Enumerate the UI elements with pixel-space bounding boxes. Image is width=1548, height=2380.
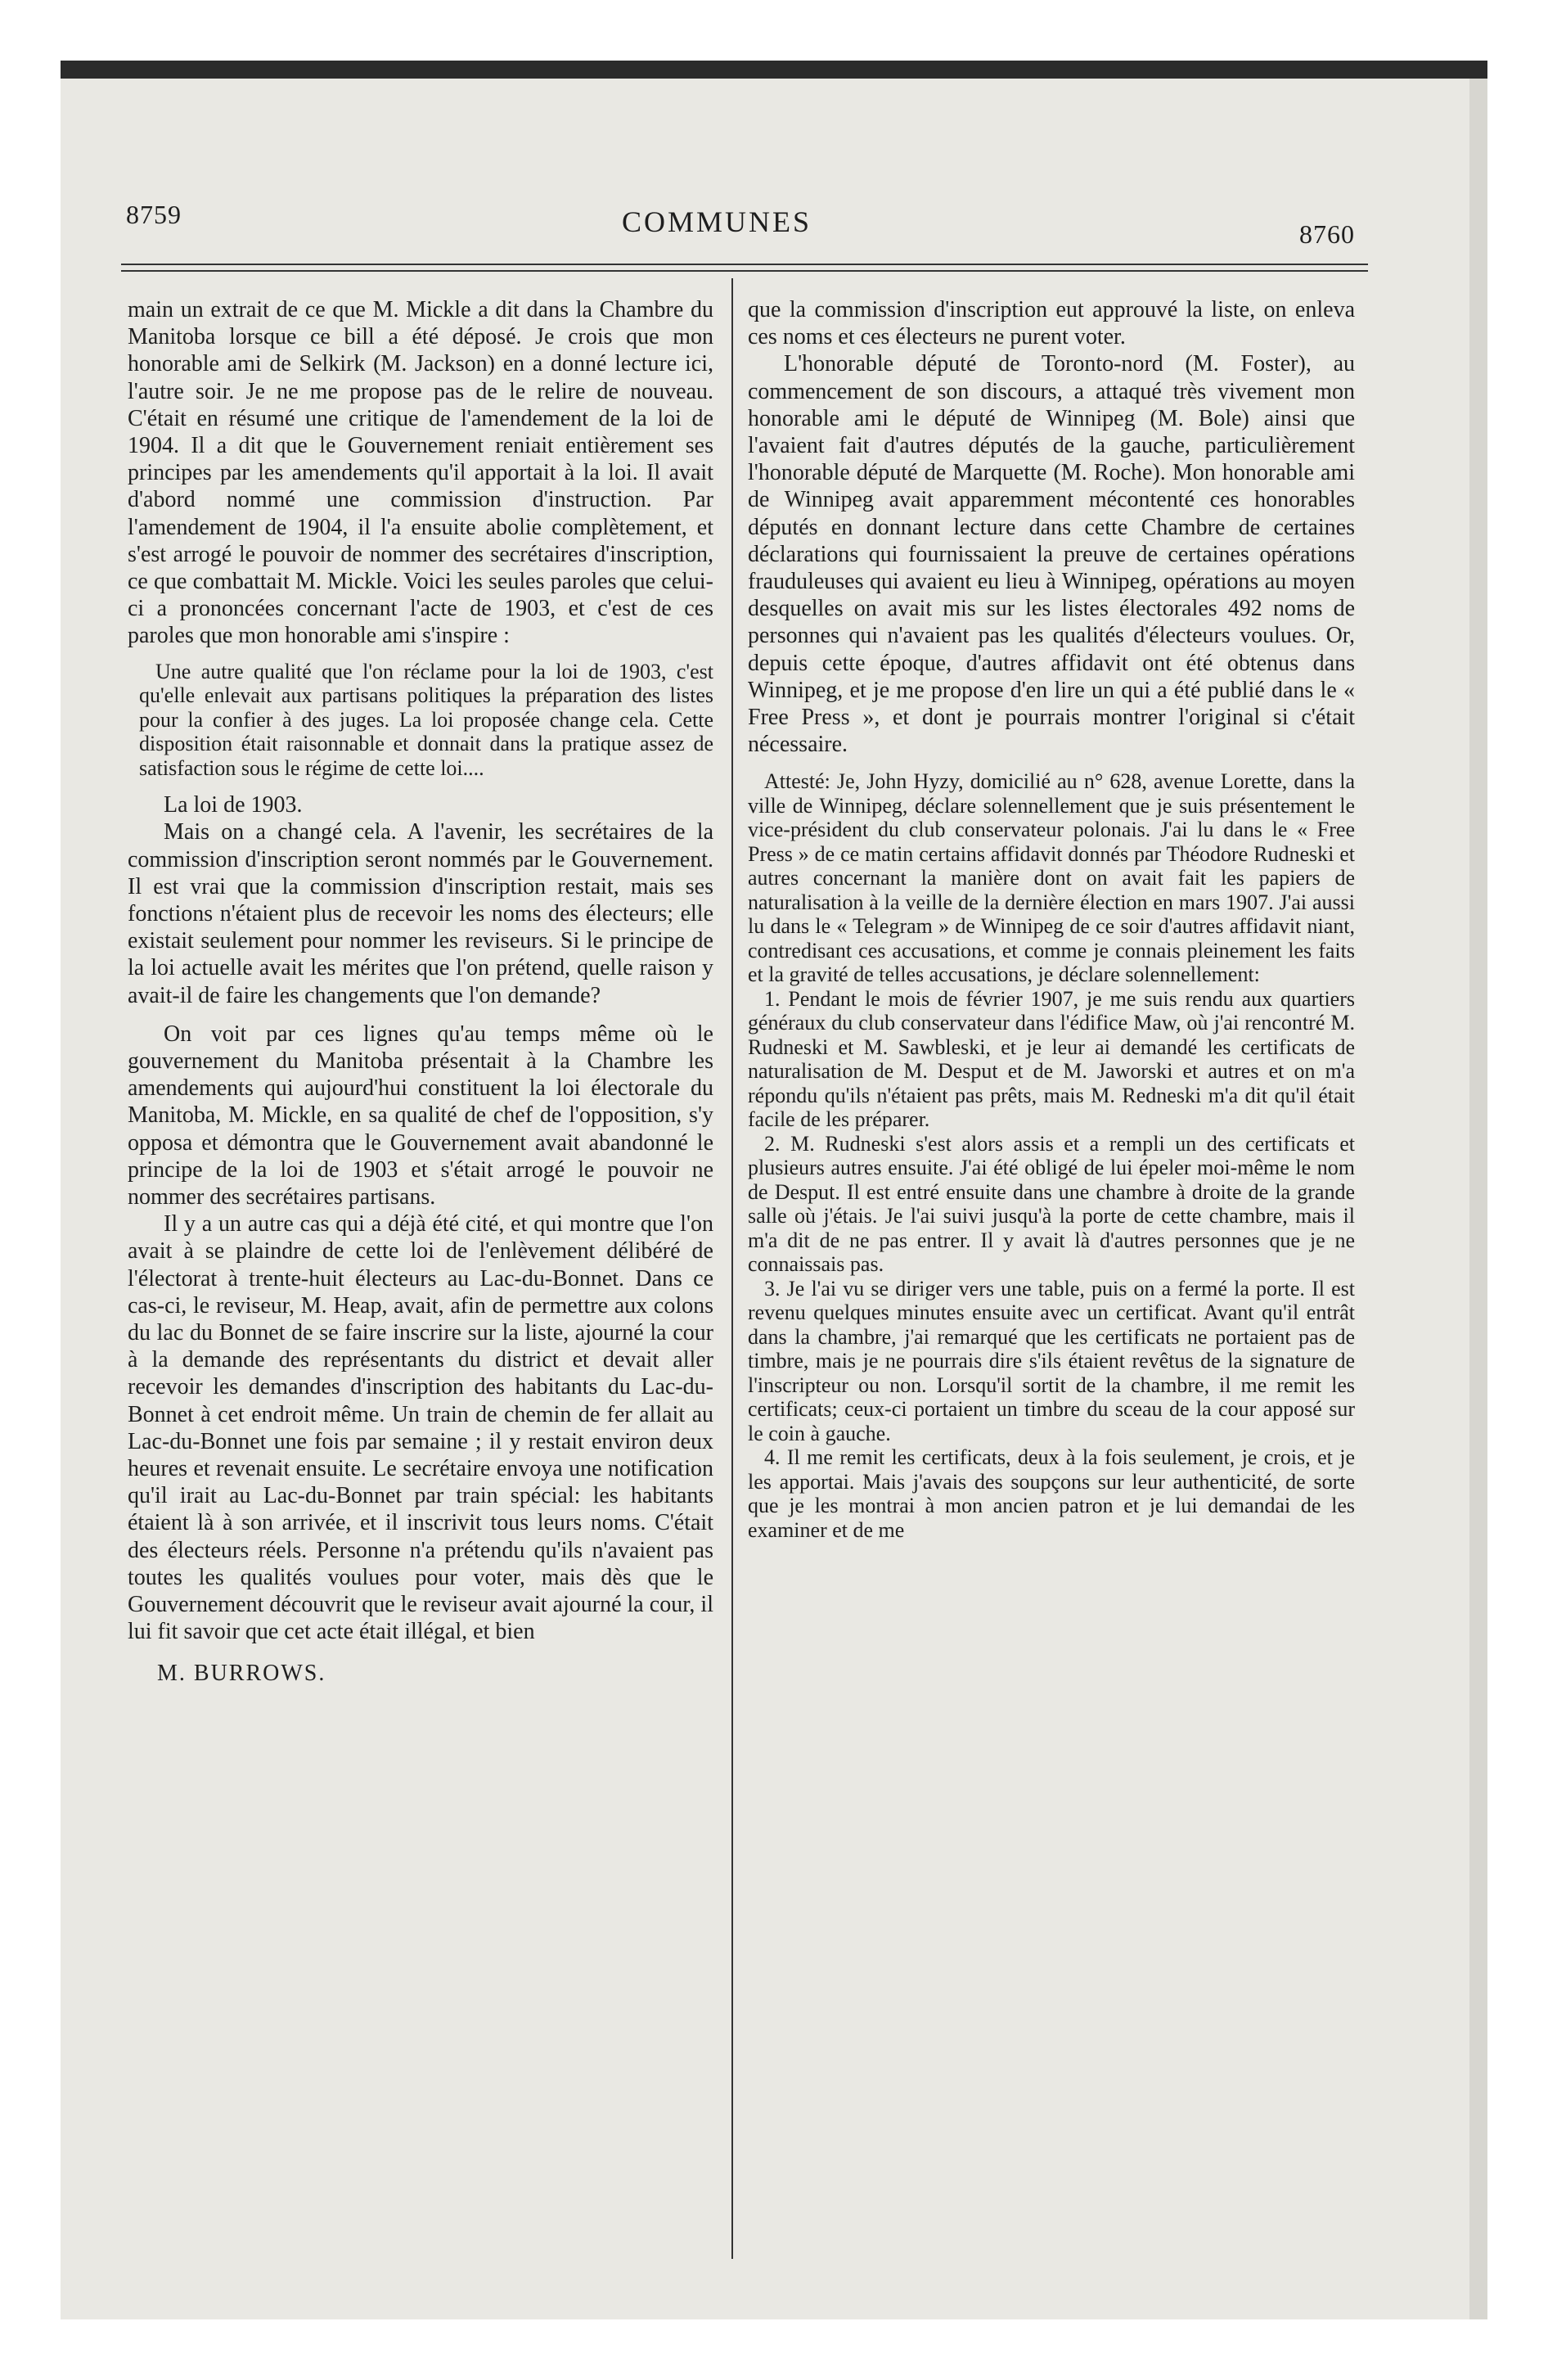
running-title: COMMUNES xyxy=(622,205,812,238)
right-column xyxy=(748,296,1355,1542)
left-column xyxy=(128,296,713,1688)
left-paragraph-2: La loi de 1903. xyxy=(164,792,303,818)
right-paragraph-1: que la commission d'inscription eut approuvé la liste, on enleva ces noms et ces électeurs ne purent voter. xyxy=(748,297,1355,350)
left-paragraph-1: main un extrait de ce que M. Mickle a dit dans la Chambre du Manitoba lorsque ce bill a été déposé. Je crois que mon honorable ami de Selkirk (M. Jackson) en a donné lecture ici, l'autre soir. Je ne me propose pas de le relire de nouveau. C'était en résumé une critique de l'amendement de la loi de 1904. Il a dit que le Gouvernement reniait entièrement ses principes par les amendements qu'il apportait à la loi. Il avait d'abord nommé une commission d'instruction. Par l'amendement de 1904, il l'a ensuite abolie complètement, et s'est arrogé le pouvoir de nommer des secrétaires d'inscription, ce que combattait M. Mickle. Voici les seules paroles que celui-ci a prononcées concernant l'acte de 1903, et c'est de ces paroles que mon honorable ami s'inspire : xyxy=(128,297,713,649)
affidavit-item-4: 4. Il me remit les certificats, deux à la fois seulement, je crois, et je les apportai. Mais j'avais des soupçons sur leur authenticité, de sorte que je les montrai à mon ancien patron et je lui demandai de les examiner et de me xyxy=(748,1445,1355,1542)
header-rule-bottom xyxy=(121,270,1368,272)
speaker-signature: M. BURROWS. xyxy=(157,1661,326,1687)
quoted-passage xyxy=(139,660,713,781)
left-paragraph-4: On voit par ces lignes qu'au temps même où le gouvernement du Manitoba présentait à la Chambre les amendements qui aujourd'hui constituent la loi électorale du Manitoba, M. Mickle, en sa qualité de chef de l'opposition, s'y opposa et démontra que le Gouvernement avait abandonné le principe de la loi de 1903 et s'était arrogé le pouvoir ne nommer des secrétaires partisans. xyxy=(128,1021,713,1210)
scan-right-margin xyxy=(1469,79,1487,2319)
quote-text: Une autre qualité que l'on réclame pour la loi de 1903, c'est qu'elle enlevait aux partisans politiques la préparation des listes pour la confier à des juges. La loi proposée change cela. Cette disposition était raisonnable et donnait dans la pratique assez de satisfaction sous le régime de cette loi.... xyxy=(139,659,713,780)
page-number-left: 8759 xyxy=(126,200,182,229)
affidavit-item-1: 1. Pendant le mois de février 1907, je me suis rendu aux quartiers généraux du club conservateur dans l'édifice Maw, où j'ai rencontré M. Rudneski et M. Sawbleski, et je leur ai demandé les certificats de naturalisation de M. Desput et de M. Jaworski et autres et on m'a répondu qu'ils n'étaient pas prêts, mais M. Redneski m'a dit qu'il était facile de les préparer. xyxy=(748,986,1355,1132)
affidavit-intro: Attesté: Je, John Hyzy, domicilié au n° 628, avenue Lorette, dans la ville de Winnipeg, déclare solennellement que je suis présentement le vice-président du club conservateur polonais. J'ai lu dans le « Free Press » de ce matin certains affidavit donnés par Théodore Rudneski et autres concernant la manière dont on avait fait les papiers de naturalisation à la veille de la dernière élection en mars 1907. J'ai aussi lu dans le « Telegram » de Winnipeg de ce soir d'autres affidavit niant, contredisant ces accusations, et comme je connais pleinement les faits et la gravité de telles accusations, je déclare solennellement: xyxy=(748,769,1355,987)
right-paragraph-2: L'honorable député de Toronto-nord (M. Foster), au commencement de son discours, a attaqué très vivement mon honorable ami le député de Winnipeg (M. Bole) ainsi que l'avaient fait d'autres députés de la gauche, particulièrement l'honorable député de Marquette (M. Roche). Mon honorable ami de Winnipeg avait apparemment mécontenté ces honorables députés en donnant lecture dans cette Chambre de certaines déclarations qui fournissaient la preuve de certaines opérations frauduleuses qui avaient eu lieu à Winnipeg, opérations au moyen desquelles on avait mis sur les listes électorales 492 noms de personnes qui n'avaient pas les qualités d'électeurs voulues. Or, depuis cette époque, d'autres affidavit ont été obtenus dans Winnipeg, et je me propose d'en lire un qui a été publié dans le « Free Press », et dont je pourrais montrer l'original si c'était nécessaire. xyxy=(748,351,1355,758)
header-rule-top xyxy=(121,264,1368,265)
left-paragraph-5: Il y a un autre cas qui a déjà été cité, et qui montre que l'on avait à se plaindre de cette loi de l'enlèvement délibéré de l'électorat à trente-huit électeurs au Lac-du-Bonnet. Dans ce cas-ci, le reviseur, M. Heap, avait, afin de permettre aux colons du lac du Bonnet de se faire inscrire sur la liste, ajourné la cour à la demande des représentants du district et devait aller recevoir les demandes d'inscription des habitants du Lac-du-Bonnet à cet endroit même. Un train de chemin de fer allait au Lac-du-Bonnet une fois par semaine ; il y restait environ deux heures et revenait ensuite. Le secrétaire envoya une notification qu'il irait au Lac-du-Bonnet par train spécial: les habitants étaient là à son arrivée, et il inscrivit tous leurs noms. C'était des électeurs réels. Personne n'a prétendu qu'ils n'avaient pas toutes les qualités voulues pour voter, mais dès que le Gouvernement découvrit que le reviseur avait ajourné la cour, il lui fit savoir que cet acte était illégal, et bien xyxy=(128,1211,713,1645)
column-divider xyxy=(731,278,733,2259)
affidavit-item-2: 2. M. Rudneski s'est alors assis et a rempli un des certificats et plusieurs autres ensuite. J'ai été obligé de lui épeler moi-même le nom de Desput. Il est entré ensuite dans une chambre à droite de la grande salle où j'étais. Je l'ai suivi jusqu'à la porte de cette chambre, mais il m'a dit de ne pas entrer. Il y avait là d'autres personnes que je ne connaissais pas. xyxy=(748,1131,1355,1277)
page-number-right: 8760 xyxy=(1299,219,1355,249)
left-paragraph-3: Mais on a changé cela. A l'avenir, les secrétaires de la commission d'inscription seront nommés par le Gouvernement. Il est vrai que la commission d'inscription restait, mais ses fonctions n'étaient plus de recevoir les noms des électeurs; elle existait seulement pour nommer les reviseurs. Si le principe de la loi actuelle avait les mérites que l'on prétend, quelle raison y avait-il de faire les changements que l'on demande? xyxy=(128,819,713,1008)
scan-top-border xyxy=(61,61,1487,79)
spacer xyxy=(128,1009,713,1021)
affidavit-text xyxy=(748,769,1355,1542)
affidavit-item-3: 3. Je l'ai vu se diriger vers une table, puis on a fermé la porte. Il est revenu quelques minutes ensuite avec un certificat. Avant qu'il entrât dans la chambre, j'ai remarqué que les certificats ne portaient pas de timbre, mais je ne pourrais dire s'ils étaient revêtus de la signature de l'inscripteur ou non. Lorsqu'il sortit de la chambre, il me remit les certificats; ceux-ci portaient un timbre du sceau de la cour apposé sur le coin à gauche. xyxy=(748,1276,1355,1445)
